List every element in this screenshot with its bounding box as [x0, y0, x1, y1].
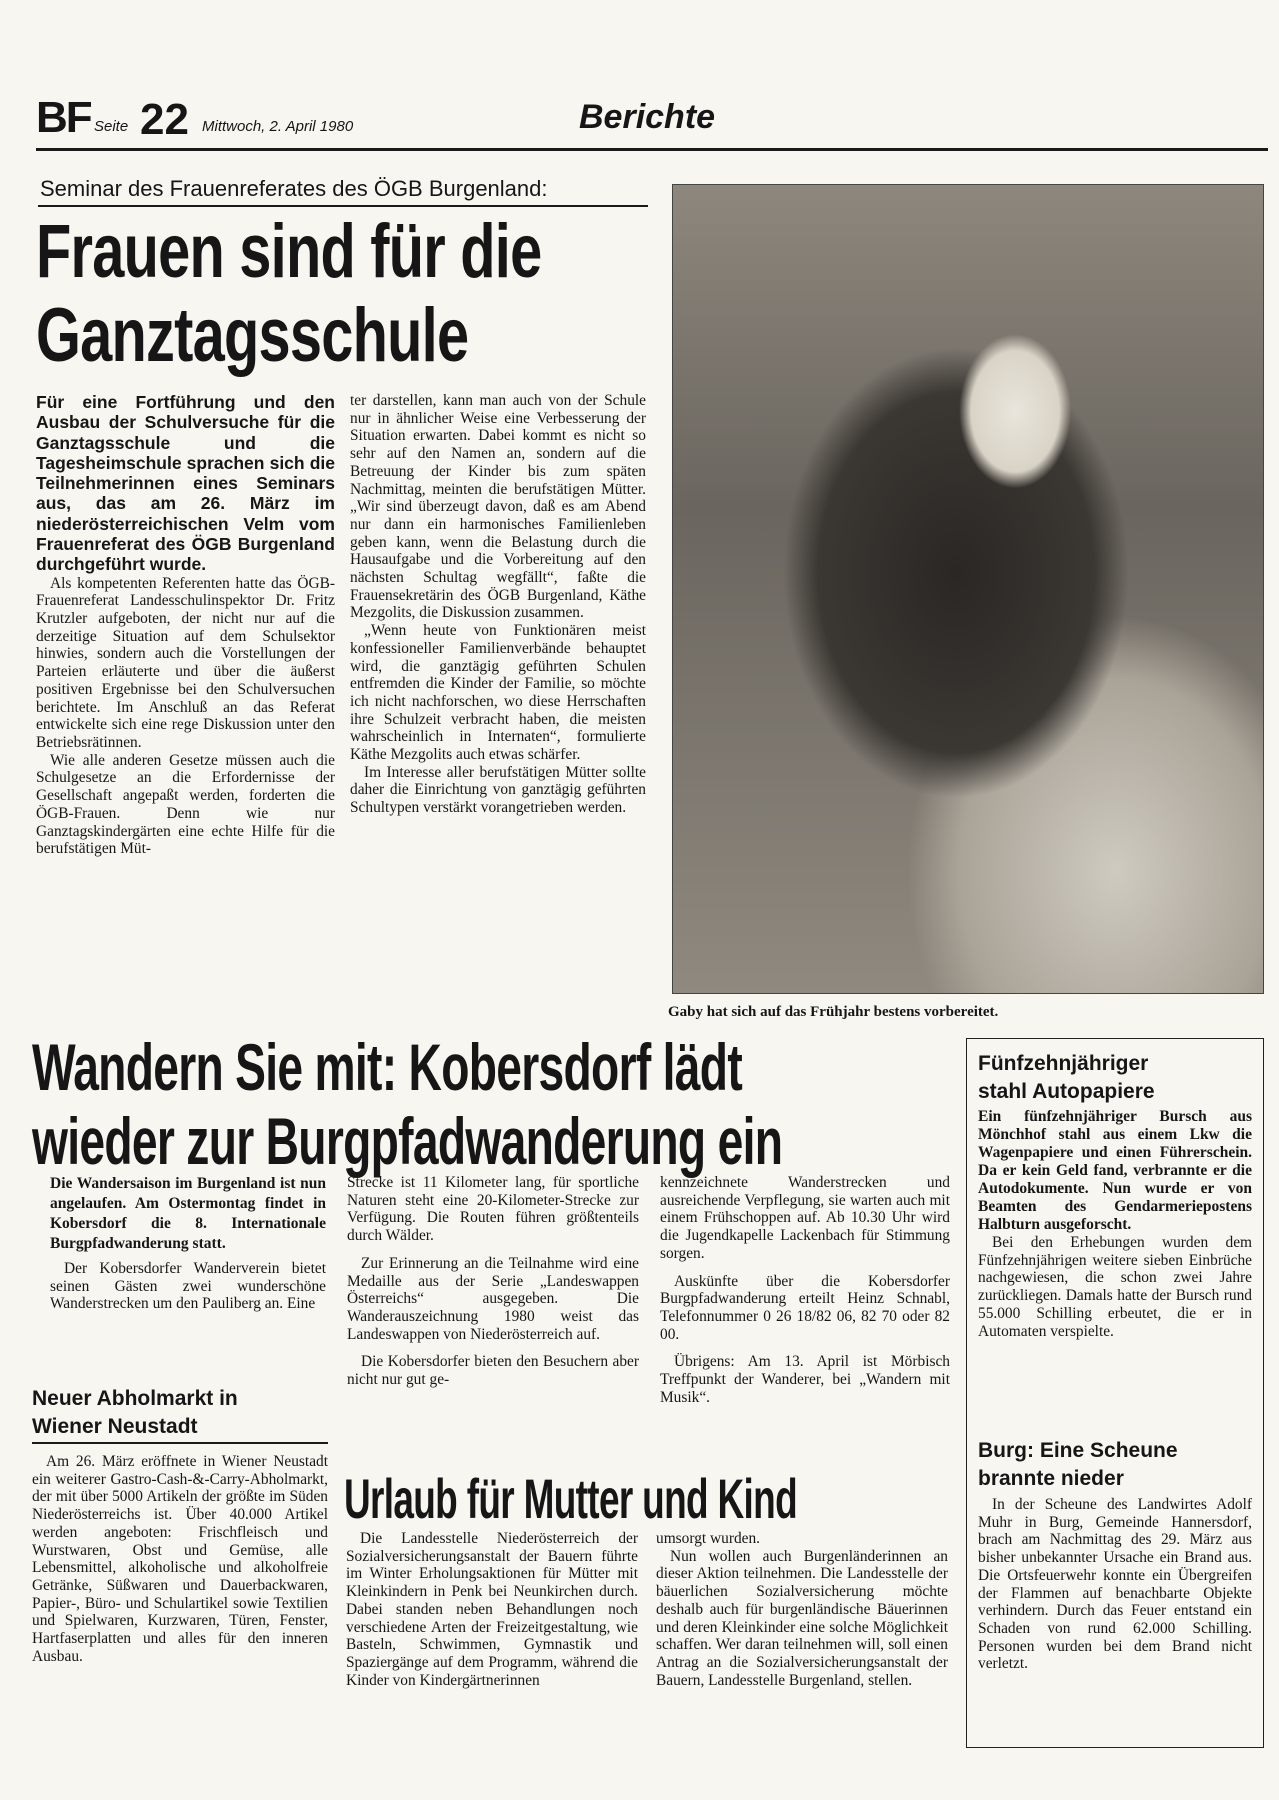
sidebar-story2-headline-line1: Burg: Eine Scheune	[978, 1439, 1178, 1462]
article2-column-3	[660, 1174, 950, 1406]
article1-kicker: Seminar des Frauenreferates des ÖGB Burgenland:	[40, 176, 548, 201]
newspaper-logo: BF	[36, 93, 91, 142]
article2-paragraph: Übrigens: Am 13. April ist Mörbisch Treffpunkt der Wanderer, bei „Wandern mit Musik“.	[660, 1353, 950, 1406]
article3-headline-line2: Wiener Neustadt	[32, 1415, 198, 1438]
article2-paragraph: Zur Erinnerung an die Teilnahme wird eine Medaille aus der Serie „Landeswappen Österreichs“ ausgegeben. Die Wanderauszeichnung 1980 weist das Landeswappen von Niederösterreich auf.	[347, 1254, 639, 1343]
article1-headline-line1: Frauen sind für die	[36, 209, 542, 294]
sidebar-story1-paragraph: Bei den Erhebungen wurden dem Fünfzehnjährigen weitere sieben Einbrüche nachgewiesen, die schon zwei Jahre zurückliegen. Damals hatte der Bursch rund 55.000 Schilling erbeutet, die er in Automaten verspielte.	[978, 1234, 1252, 1340]
article1-headline-line2: Ganztagsschule	[36, 293, 469, 378]
article1-column-2	[350, 392, 646, 817]
sidebar-story1-lead: Ein fünfzehnjähriger Bursch aus Mönchhof stahl aus einem Lkw die Wagenpapiere und einen Führerschein. Da er kein Geld fand, verbrannte er die Autodokumente. Nun wurde er von Beamten des Gendarmeriepostens Halbturn ausgeforscht.	[978, 1108, 1252, 1233]
article3-body	[32, 1453, 328, 1665]
photo-caption: Gaby hat sich auf das Frühjahr bestens vorbereitet.	[668, 1004, 999, 1020]
issue-date: Mittwoch, 2. April 1980	[202, 118, 354, 135]
article2-headline-line1: Wandern Sie mit: Kobersdorf lädt	[32, 1030, 743, 1104]
sidebar-story2-headline-line2: brannte nieder	[978, 1467, 1124, 1490]
kicker-underline	[38, 205, 648, 207]
article4-headline: Urlaub für Mutter und Kind	[344, 1467, 797, 1530]
article2-paragraph: kennzeichnete Wanderstrecken und ausreichende Verpflegung, sie warten auch mit einem Frühschoppen auf. Ab 10.30 Uhr wird die Jugendkapelle Lackenbach für Stimmung sorgen.	[660, 1174, 950, 1262]
page-label: Seite	[94, 118, 129, 135]
sidebar-story1-headline-line2: stahl Autopapiere	[978, 1080, 1155, 1103]
article2-column-1	[50, 1174, 326, 1313]
article4-column-2	[656, 1530, 948, 1689]
article4-paragraph: Nun wollen auch Burgenländerinnen an dieser Aktion teilnehmen. Die Landesstelle der bäuerlichen Sozialversicherung möchte deshalb auch für burgenländische Bäuerinnen und deren Kleinkinder eine solche Möglichkeit schaffen. Wer daran teilnehmen will, soll einen Antrag an die Sozialversicherungsanstalt der Bauern, Landesstelle Burgenland, stellen.	[656, 1547, 948, 1689]
article2-lead: Die Wandersaison im Burgenland ist nun angelaufen. Am Ostermontag findet in Kobersdorf die 8. Internationale Burgpfadwanderung statt.	[50, 1175, 326, 1252]
header-rule	[36, 148, 1268, 151]
sidebar-story2-body	[978, 1496, 1252, 1673]
page-number: 22	[140, 95, 189, 144]
article2-headline-line2: wieder zur Burgpfadwanderung ein	[32, 1104, 783, 1178]
sidebar-story1-headline-line1: Fünfzehnjähriger	[978, 1052, 1149, 1075]
article2-paragraph: Die Kobersdorfer bieten den Besuchern aber nicht nur gut ge-	[347, 1353, 639, 1389]
article1-paragraph: Als kompetenten Referenten hatte das ÖGB-Frauenreferat Landesschulinspektor Dr. Fritz Krutzler aufgeboten, der nicht nur auf die derzeitige Situation auf dem Schulsektor hinwies, sondern auch die Vorstellungen der Parteien erläuterte und über die äußerst positiven Ergebnisse bei den Schulversuchen berichtete. Im Anschluß an das Referat entwickelte sich eine rege Diskussion unter den Betriebsrätinnen.	[36, 574, 335, 751]
page-header	[36, 92, 1270, 148]
article4-paragraph: Die Landesstelle Niederösterreich der Sozialversicherungsanstalt der Bauern führte im Winter Erholungsaktionen für Mütter mit Kleinkindern in Penk bei Neunkirchen durch. Dabei standen neben Behandlungen noch verschiedene Arten der Freizeitgestaltung, wie Basteln, Schwimmen, Gymnastik und Spaziergänge auf dem Programm, während die Kinder von Kindergärtnerinnen	[346, 1530, 638, 1689]
article4-column-1	[346, 1530, 638, 1689]
article1-column-1	[36, 392, 335, 858]
article4-paragraph: umsorgt wurden.	[656, 1530, 761, 1547]
sidebar-story1-body	[978, 1108, 1252, 1340]
article1-paragraph: Wie alle anderen Gesetze müssen auch die Schulgesetze an die Erfordernisse der Gesellschaft angepaßt werden, forderten die ÖGB-Frauen. Denn wie nur Ganztagskindergärten eine echte Hilfe für die berufstätigen Müt-	[36, 751, 335, 858]
article3-headline-line1: Neuer Abholmarkt in	[32, 1387, 238, 1410]
article1-lead: Für eine Fortführung und den Ausbau der Schulversuche für die Ganztagsschule und die Tagesheimschule sprachen sich die Teilnehmerinnen eines Seminars aus, das am 26. März im niederösterreichischen Velm vom Frauenreferat des ÖGB Burgenland durchgeführt wurde.	[36, 392, 335, 575]
sidebar-story2-paragraph: In der Scheune des Landwirtes Adolf Muhr in Burg, Gemeinde Hannersdorf, brach am Nachmittag des 29. März aus bisher unbekannter Ursache ein Brand aus. Die Ortsfeuerwehr konnte ein Übergreifen der Flammen auf benachbarte Objekte verhindern. Durch das Feuer entstand ein Schaden von rund 62.000 Schilling. Personen wurden bei dem Brand nicht verletzt.	[978, 1496, 1252, 1673]
article2-column-2	[347, 1174, 639, 1389]
section-title: Berichte	[579, 98, 716, 136]
article3-headline-rule	[32, 1442, 328, 1444]
article3-paragraph: Am 26. März eröffnete in Wiener Neustadt ein weiterer Gastro-Cash-&-Carry-Abholmarkt, der mit über 5000 Artikeln der größte im Süden Niederösterreichs ist. Über 40.000 Artikel werden angeboten: Frischfleisch und Wurstwaren, Obst und Gemüse, alle Lebensmittel, alkoholische und alkoholfreie Getränke, Süßwaren und Dauerbackwaren, Papier-, Büro- und Schulartikel sowie Textilien und Spielwaren, Kurzwaren, Türen, Fenster, Hartfaserplatten und alles für den inneren Ausbau.	[32, 1453, 328, 1665]
article2-paragraph: Auskünfte über die Kobersdorfer Burgpfadwanderung erteilt Heinz Schnabl, Telefonnummer 0 26 18/82 06, 82 70 oder 82 00.	[660, 1272, 950, 1343]
article1-paragraph: ter darstellen, kann man auch von der Schule nur in ähnlicher Weise eine Verbesserung der Situation erwarten. Dabei kommt es nicht so sehr auf den Namen an, sondern auf die Betreuung der Kinder bis zum späten Nachmittag, meinten die berufstätigen Mütter. „Wir sind überzeugt davon, daß es am Abend nur dann ein harmonisches Familienleben geben kann, wenn die Belastung durch die Hausaufgabe und die Vorbereitung auf den nächsten Schultag wegfällt“, faßte die Frauensekretärin des ÖGB Burgenland, Käthe Mezgolits, die Diskussion zusammen.	[350, 392, 646, 622]
article1-paragraph: „Wenn heute von Funktionären meist konfessioneller Familienverbände behauptet wird, die ganztägig geführten Schulen entfremden die Kinder der Familie, so möchte ich nicht nachforschen, wo diese Herrschaften ihre Schulzeit verbracht haben, die meisten wahrscheinlich in Internaten“, formulierte Käthe Mezgolits auch etwas schärfer.	[350, 622, 646, 764]
article2-paragraph: Der Kobersdorfer Wanderverein bietet seinen Gästen zwei wunderschöne Wanderstrecken um den Pauliberg an. Eine	[50, 1260, 326, 1313]
article2-paragraph: Strecke ist 11 Kilometer lang, für sportliche Naturen steht eine 20-Kilometer-Strecke zur Verfügung. Die Routen führen größtenteils durch Wälder.	[347, 1174, 639, 1245]
article1-paragraph: Im Interesse aller berufstätigen Mütter sollte daher die Einrichtung von ganztägig geführten Schultypen verstärkt vorangetrieben werden.	[350, 763, 646, 817]
portrait-photo	[672, 184, 1264, 994]
